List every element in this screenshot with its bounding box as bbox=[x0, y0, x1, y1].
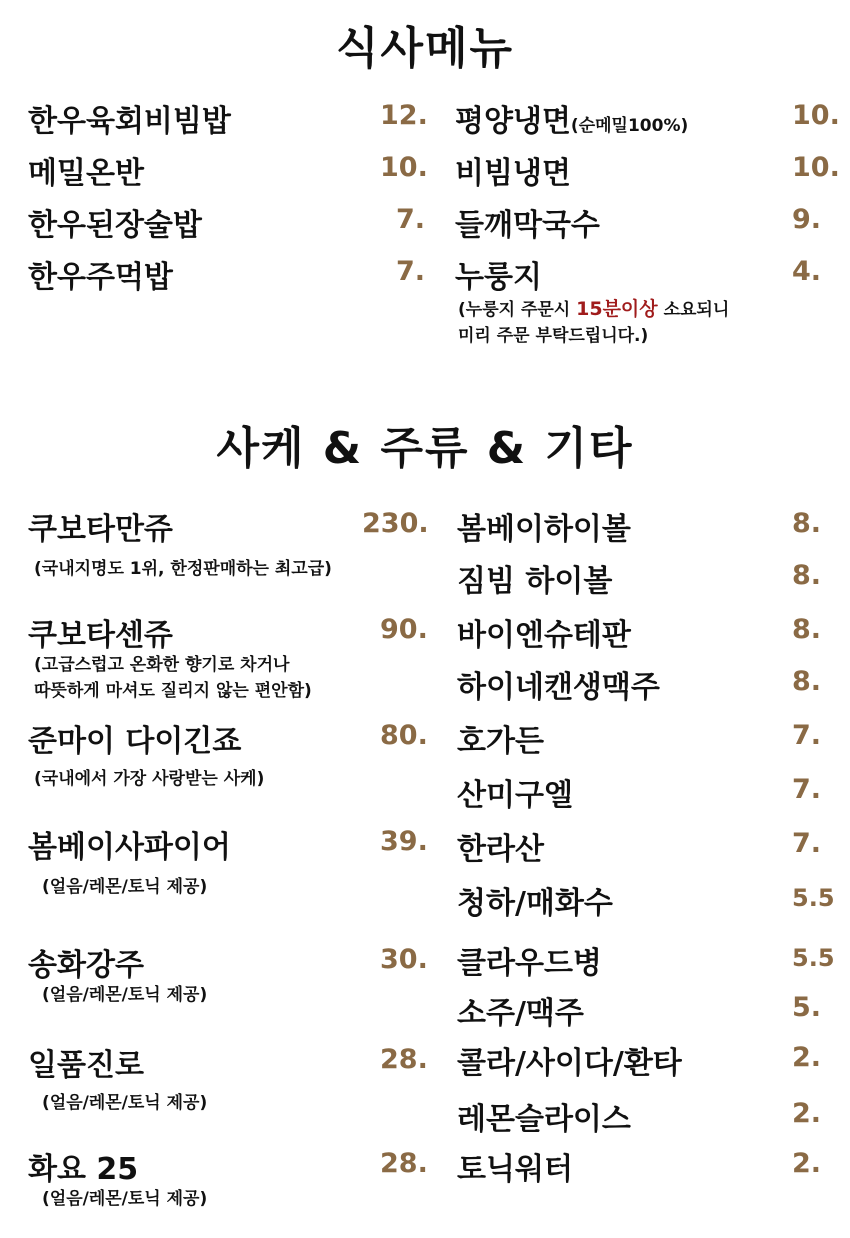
menu-item-price: 10. bbox=[792, 100, 840, 131]
menu-item-name: 바이엔슈테판 bbox=[457, 618, 631, 653]
menu-item-name: 청하/매화수 bbox=[457, 886, 613, 921]
menu-item-name: 비빔냉면 bbox=[455, 156, 571, 191]
menu-item-name: 메밀온반 bbox=[28, 156, 144, 191]
menu-item-price: 7. bbox=[396, 256, 426, 287]
menu-item-note: (얼음/레몬/토닉 제공) bbox=[42, 1093, 208, 1113]
note-text: (고급스럽고 온화한 향기로 차거나 bbox=[34, 655, 290, 675]
nurungji-note bbox=[458, 296, 729, 349]
menu-item-name: 산미구엘 bbox=[457, 778, 573, 813]
menu-item-price: 7. bbox=[792, 720, 822, 751]
menu-item-name: 한우주먹밥 bbox=[28, 260, 173, 295]
menu-item-name: 화요 25 bbox=[28, 1152, 139, 1187]
menu-item-price: 8. bbox=[792, 560, 822, 591]
menu-item-price: 5.5 bbox=[792, 944, 835, 972]
menu-item-price: 10. bbox=[380, 152, 428, 183]
menu-item-name: 하이네캔생맥주 bbox=[457, 670, 660, 705]
menu-item-price: 39. bbox=[380, 826, 428, 857]
menu-item-price: 30. bbox=[380, 944, 428, 975]
menu-item-note: (얼음/레몬/토닉 제공) bbox=[42, 985, 208, 1005]
menu-item-price: 10. bbox=[792, 152, 840, 183]
note-text: 소요되니 bbox=[657, 300, 730, 320]
meal-section-title: 식사메뉴 bbox=[335, 23, 514, 74]
menu-item-note: (국내지명도 1위, 한정판매하는 최고급) bbox=[34, 559, 332, 579]
note-highlight: 15분이상 bbox=[576, 298, 658, 320]
menu-item-name: 쿠보타만쥬 bbox=[28, 512, 173, 547]
menu-item-price: 5. bbox=[792, 992, 822, 1023]
menu-item-price: 5.5 bbox=[792, 884, 835, 912]
menu-item-price: 8. bbox=[792, 508, 822, 539]
menu-item-name: 준마이 다이긴죠 bbox=[28, 724, 242, 759]
note-text: 미리 주문 부탁드립니다.) bbox=[458, 326, 649, 346]
menu-item-name: 봄베이하이볼 bbox=[457, 512, 631, 547]
menu-item-price: 4. bbox=[792, 256, 822, 287]
menu-item-note bbox=[34, 652, 312, 704]
menu-item-price: 80. bbox=[380, 720, 428, 751]
menu-item-name: 한라산 bbox=[457, 832, 544, 867]
menu-item-name: 송화강주 bbox=[28, 948, 144, 983]
drinks-section-title: 사케 & 주류 & 기타 bbox=[216, 423, 634, 474]
menu-item-name: 봄베이사파이어 bbox=[28, 830, 231, 865]
menu-item-price: 12. bbox=[380, 100, 428, 131]
menu-item-price: 90. bbox=[380, 614, 428, 645]
menu-item-name: 토닉워터 bbox=[457, 1152, 573, 1187]
menu-item-price: 9. bbox=[792, 204, 822, 235]
menu-item-name bbox=[455, 96, 688, 140]
menu-item-note: (얼음/레몬/토닉 제공) bbox=[42, 1189, 208, 1209]
menu-item-price: 7. bbox=[792, 774, 822, 805]
menu-item-price: 7. bbox=[396, 204, 426, 235]
menu-item-price: 8. bbox=[792, 614, 822, 645]
menu-item-name-text: 평양냉면 bbox=[455, 104, 571, 139]
menu-item-name: 짐빔 하이볼 bbox=[457, 564, 613, 599]
menu-item-name: 클라우드병 bbox=[457, 946, 602, 981]
menu-item-price: 7. bbox=[792, 828, 822, 859]
menu-item-name: 한우된장술밥 bbox=[28, 208, 202, 243]
menu-item-name: 콜라/사이다/환타 bbox=[457, 1046, 682, 1081]
menu-item-name: 쿠보타센쥬 bbox=[28, 618, 173, 653]
menu-item-note: (국내에서 가장 사랑받는 사케) bbox=[34, 769, 265, 789]
menu-item-price: 28. bbox=[380, 1044, 428, 1075]
menu-item-price: 2. bbox=[792, 1098, 822, 1129]
menu-item-name: 레몬슬라이스 bbox=[457, 1102, 631, 1137]
menu-item-name: 호가든 bbox=[457, 724, 544, 759]
menu-item-price: 2. bbox=[792, 1148, 822, 1179]
menu-item-name: 한우육회비빔밥 bbox=[28, 104, 231, 139]
menu-item-name: 누룽지 bbox=[455, 260, 542, 295]
menu-item-price: 230. bbox=[362, 508, 429, 539]
menu-item-note: (얼음/레몬/토닉 제공) bbox=[42, 877, 208, 897]
note-text: (누룽지 주문시 bbox=[458, 300, 577, 320]
menu-item-price: 28. bbox=[380, 1148, 428, 1179]
note-text: 따뜻하게 마셔도 질리지 않는 편안함) bbox=[34, 681, 312, 701]
menu-item-name: 소주/맥주 bbox=[457, 996, 584, 1031]
menu-item-name: 일품진로 bbox=[28, 1048, 144, 1083]
menu-item-name: 들깨막국수 bbox=[455, 208, 600, 243]
menu-item-price: 2. bbox=[792, 1042, 822, 1073]
menu-item-price: 8. bbox=[792, 666, 822, 697]
menu-item-subtext: (순메밀100%) bbox=[570, 116, 689, 136]
